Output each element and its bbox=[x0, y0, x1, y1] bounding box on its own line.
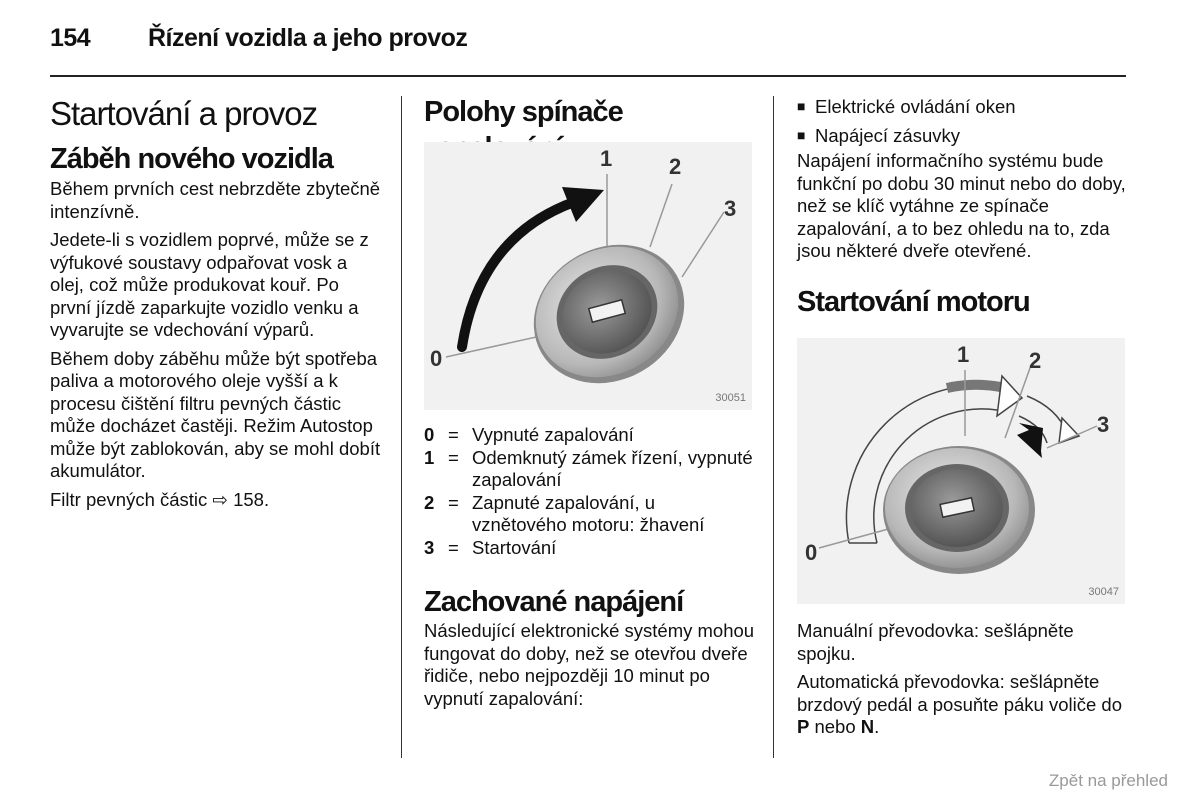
legend-key: 3 bbox=[424, 536, 435, 558]
svg-text:0: 0 bbox=[430, 346, 443, 371]
legend-row bbox=[424, 447, 754, 492]
gear-p-label: P bbox=[797, 716, 810, 737]
list-item-text: Elektrické ovládání oken bbox=[815, 96, 1016, 117]
gear-n-label: N bbox=[860, 716, 875, 737]
paragraph: Následující elektronické systémy mohou fungovat do doby, než se otevřou dveře řidiče, nebo nejpozději 10 minut po vypnutí zapalování: bbox=[424, 620, 755, 709]
legend-key: 2 bbox=[424, 491, 435, 513]
svg-text:3: 3 bbox=[724, 196, 737, 221]
legend-equals: = bbox=[448, 536, 459, 558]
column-3 bbox=[797, 92, 1132, 320]
retained-power-heading: Zachované napájení bbox=[424, 586, 684, 618]
ignition-heading: Polohy spínače bbox=[424, 96, 623, 128]
page-number: 154 bbox=[50, 24, 91, 52]
ignition-positions-figure bbox=[424, 142, 752, 410]
svg-text:1: 1 bbox=[957, 342, 970, 367]
figure-code: 30051 bbox=[715, 392, 746, 404]
retained-power-section bbox=[424, 584, 759, 716]
chapter-title: Řízení vozidla a jeho provoz bbox=[148, 24, 468, 52]
legend-text: Zapnuté zapalování, u vznětového motoru: žhavení bbox=[472, 491, 705, 535]
legend-equals: = bbox=[448, 491, 459, 513]
subsection-title: Záběh nového vozidla bbox=[50, 143, 333, 175]
engine-start-heading: Startování motoru bbox=[797, 285, 1030, 318]
column-1 bbox=[50, 94, 385, 517]
legend-equals: = bbox=[448, 446, 459, 468]
svg-text:3: 3 bbox=[1097, 412, 1110, 437]
transmission-instructions bbox=[797, 620, 1132, 745]
paragraph: Manuální převodovka: sešlápněte spojku. bbox=[797, 620, 1074, 664]
legend-row bbox=[424, 424, 754, 447]
ignition-legend bbox=[424, 424, 754, 559]
legend-text: Vypnuté zapalování bbox=[472, 424, 634, 445]
paragraph: Během doby záběhu může být spotřeba paliva a motorového oleje vyšší a k procesu čištění filtru pevných částic může docházet častěji. Režim Autostop může být zablokován, aby se mohl dobít akumulátor. bbox=[50, 347, 381, 481]
list-item bbox=[797, 121, 1132, 150]
svg-text:0: 0 bbox=[805, 540, 818, 565]
column-divider-2 bbox=[773, 96, 774, 758]
legend-text: Startování bbox=[472, 536, 557, 558]
header-rule bbox=[50, 75, 1126, 77]
legend-equals: = bbox=[448, 424, 459, 445]
bullet-square-icon: ■ bbox=[797, 98, 806, 114]
text-span: Automatická převodovka: sešlápněte brzdový pedál a posuňte páku voliče do bbox=[797, 671, 1122, 715]
svg-text:1: 1 bbox=[600, 146, 613, 171]
column-divider-1 bbox=[401, 96, 402, 758]
engine-start-figure bbox=[797, 338, 1125, 604]
legend-key: 0 bbox=[424, 424, 435, 445]
list-item bbox=[797, 92, 1132, 121]
ignition-switch-illustration bbox=[424, 142, 752, 410]
legend-key: 1 bbox=[424, 446, 435, 468]
cross-reference-link[interactable]: Filtr pevných částic ⇨ 158. bbox=[50, 488, 270, 510]
legend-row bbox=[424, 537, 754, 560]
engine-start-illustration bbox=[797, 338, 1125, 604]
svg-text:2: 2 bbox=[1029, 348, 1042, 373]
list-item-text: Napájecí zásuvky bbox=[815, 125, 960, 146]
paragraph: Napájení informačního systému bude funkční po dobu 30 minut nebo do doby, než se klíč vytáhne ze spínače zapalování, a to bez ohledu na to, zda jsou některé dveře otevřené. bbox=[797, 150, 1126, 261]
svg-text:2: 2 bbox=[669, 154, 682, 179]
text-span: . bbox=[874, 716, 880, 737]
text-span: nebo bbox=[809, 716, 861, 737]
paragraph bbox=[797, 671, 1132, 739]
paragraph: Během prvních cest nebrzděte zbytečně intenzívně. bbox=[50, 178, 381, 222]
legend-row bbox=[424, 492, 754, 537]
legend-text: Odemknutý zámek řízení, vypnuté zapalování bbox=[472, 446, 753, 490]
paragraph: Jedete-li s vozidlem poprvé, může se z výfukové soustavy odpařovat vosk a olej, což může produkovat kouř. Po první jízdě zaparkujte vozidlo venku a vyvarujte se vdechování výparů. bbox=[50, 229, 369, 340]
figure-code: 30047 bbox=[1088, 586, 1119, 598]
bullet-square-icon: ■ bbox=[797, 127, 806, 143]
back-to-overview-link[interactable]: Zpět na přehled bbox=[1048, 771, 1168, 790]
section-title: Startování a provoz bbox=[50, 95, 318, 132]
